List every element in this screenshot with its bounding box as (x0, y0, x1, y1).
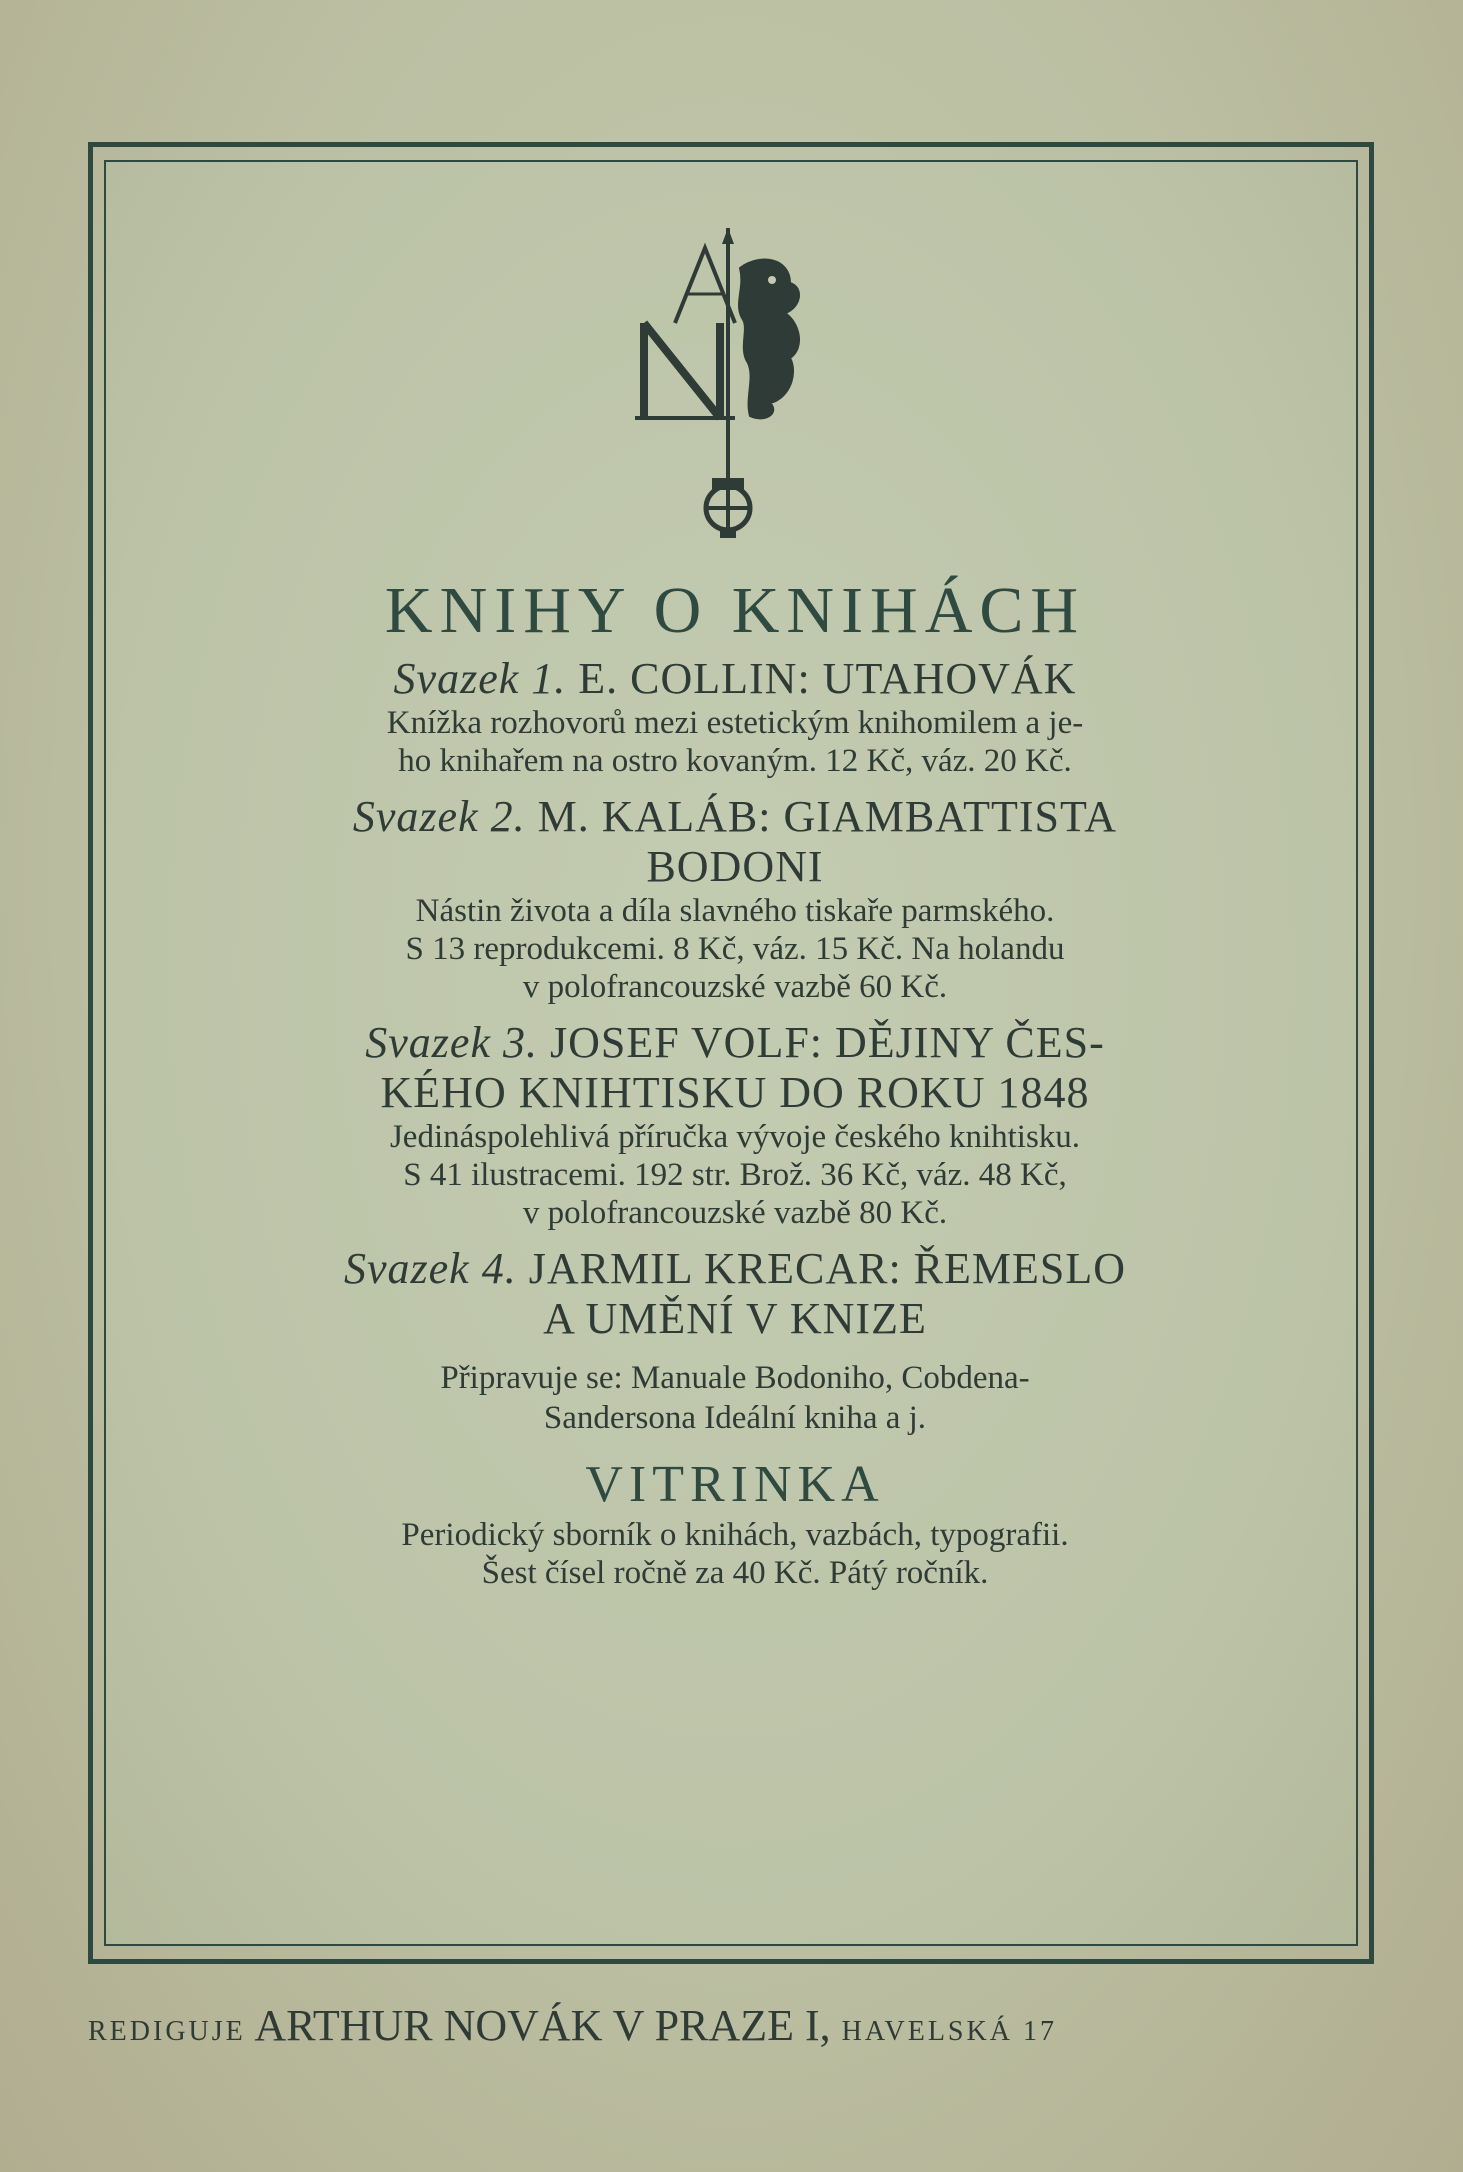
volume-desc-line: Knížka rozhovorů mezi estetickým knihomilem a je- (386, 705, 1084, 741)
volume-heading (300, 1018, 1170, 1068)
volume-label: Svazek 2. (352, 792, 526, 841)
volume-desc-line: S 41 ilustracemi. 192 str. Brož. 36 Kč, váz. 48 Kč, (403, 1157, 1067, 1193)
volume-heading (300, 1244, 1170, 1294)
volume-heading (300, 792, 1170, 842)
volume-desc-line: S 13 reprodukcemi. 8 Kč, váz. 15 Kč. Na holandu (405, 931, 1065, 967)
volume-3 (300, 1018, 1170, 1232)
forthcoming-note (300, 1358, 1170, 1438)
volume-title-line2: KÉHO KNIHTISKU DO ROKU 1848 (380, 1068, 1090, 1117)
volume-label: Svazek 3. (365, 1018, 538, 1067)
forthcoming-line: Sandersona Ideální kniha a j. (543, 1400, 927, 1436)
editor-footer (88, 2000, 1374, 2051)
volume-title-line2: A UMĚNÍ V KNIZE (543, 1294, 927, 1343)
forthcoming-line: Připravuje se: Manuale Bodoniho, Cobdena- (440, 1360, 1030, 1396)
footer-street: HAVELSKÁ 17 (841, 2016, 1057, 2047)
volume-4 (300, 1244, 1170, 1344)
series-title: KNIHY O KNIHÁCH (384, 574, 1086, 647)
volume-desc-line: Nástin života a díla slavného tiskaře parmského. (415, 893, 1055, 929)
volume-desc-line: v polofrancouzské vazbě 60 Kč. (522, 969, 948, 1005)
volume-title: M. KALÁB: GIAMBATTISTA (537, 792, 1118, 841)
volume-title: JARMIL KRECAR: ŘEMESLO (528, 1244, 1127, 1293)
volume-desc-line: ho knihařem na ostro kovaným. 12 Kč, váz. 20 Kč. (398, 743, 1072, 779)
vitrinka-desc-line: Šest čísel ročně za 40 Kč. Pátý ročník. (481, 1555, 989, 1591)
vitrinka-title: VITRINKA (585, 1456, 885, 1513)
footer-prefix: REDIGUJE (88, 2016, 246, 2047)
volume-label: Svazek 1. (393, 654, 567, 703)
vitrinka-desc-line: Periodický sborník o knihách, vazbách, typografii. (401, 1517, 1069, 1553)
catalog-content (300, 572, 1170, 1592)
volume-label: Svazek 4. (343, 1244, 517, 1293)
volume-desc-line: Jedináspolehlivá příručka vývoje českého knihtisku. (389, 1119, 1081, 1155)
publisher-emblem-icon (630, 228, 830, 538)
volume-title: E. COLLIN: UTAHOVÁK (578, 654, 1077, 703)
volume-heading (300, 654, 1170, 704)
volume-title: JOSEF VOLF: DĚJINY ČES- (549, 1018, 1105, 1067)
volume-title-line2: BODONI (646, 842, 824, 891)
volume-desc-line: v polofrancouzské vazbě 80 Kč. (522, 1195, 948, 1231)
footer-name: ARTHUR NOVÁK V PRAZE I, (254, 2001, 831, 2050)
volume-2 (300, 792, 1170, 1006)
volume-1 (300, 654, 1170, 780)
